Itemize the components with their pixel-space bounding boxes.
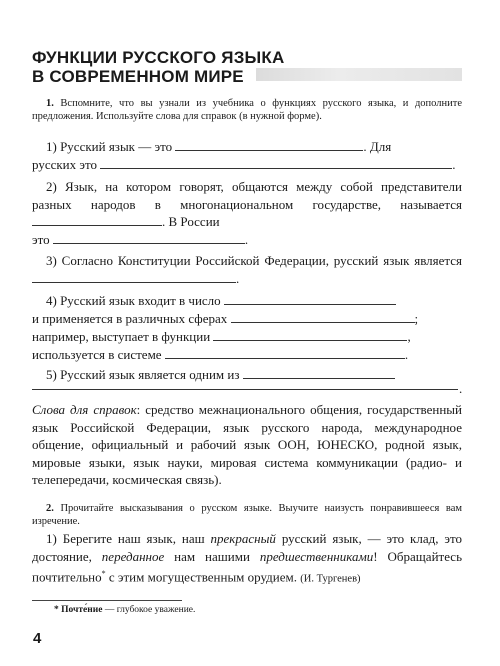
page-title-line-2: В СОВРЕМЕННОМ МИРЕ — [32, 67, 244, 86]
words-for-reference — [32, 401, 462, 489]
quote-author: (И. Тургенев) — [300, 573, 361, 585]
item-1-text: 1) Русский язык — это — [46, 139, 173, 154]
quote-part: с этим могущественным орудием. — [105, 569, 297, 585]
answer-blank[interactable] — [224, 293, 396, 305]
quote-emphasis: прекрасный — [210, 531, 276, 546]
item-4-line-2: и применяется в различных сферах ; — [32, 311, 419, 326]
answer-blank[interactable] — [213, 329, 407, 341]
item-1-line-1 — [32, 138, 462, 156]
item-1-text-b: . Для — [363, 139, 392, 154]
item-2-text-b: . В России — [162, 214, 220, 229]
quote-emphasis: переданное — [101, 548, 165, 564]
item-3-paragraph: 3) Согласно Конституции Российской Федерации, русский язык является . — [32, 252, 462, 287]
exercise-1-number: 1. — [46, 98, 54, 109]
answer-blank[interactable] — [231, 311, 415, 323]
item-2-text: 2) Язык, на котором говорят, общаются между собой представители разных народов в многонациональном государстве, называется — [32, 179, 462, 212]
item-1-text-c: русских это — [32, 157, 97, 172]
footnote-rule — [32, 600, 182, 601]
page-title-line-1: ФУНКЦИИ РУССКОГО ЯЗЫКА — [32, 48, 285, 67]
title-decor-bar — [256, 68, 462, 81]
exercise-2-number: 2. — [46, 503, 54, 514]
answer-blank[interactable] — [243, 367, 395, 379]
item-1-line-2: русских это . — [32, 157, 456, 172]
item-4-text-b: и применяется в различных сферах — [32, 311, 228, 326]
exercise-2-instruction — [32, 502, 462, 528]
answer-blank[interactable] — [175, 139, 363, 151]
quote-part: русский язык, — это клад, это достояние, — [32, 531, 462, 564]
quote-part: ! Обращайтесь почтительно — [32, 548, 462, 585]
item-3-text: 3) Согласно Конституции Российской Федерации, русский язык является — [46, 253, 462, 268]
answer-blank[interactable] — [32, 214, 162, 226]
answer-blank[interactable] — [53, 232, 245, 244]
words-label: Слова для справок — [32, 402, 137, 417]
item-4-text-c: например, выступает в функции — [32, 329, 211, 344]
quote-emphasis: предшественниками — [259, 548, 374, 564]
item-5-line-1 — [32, 366, 462, 384]
item-4-line-4: используется в системе . — [32, 347, 409, 362]
page-number: 4 — [33, 630, 42, 647]
exercise-1-instruction-text: Вспомните, что вы узнали из учебника о функциях русского языка, и дополните предложения. Используйте слова для справок (в нужной форме). — [32, 98, 462, 122]
quote-part: нам нашими — [164, 548, 260, 564]
item-4-text-d: используется в системе — [32, 347, 162, 362]
footnote — [54, 605, 195, 615]
item-5-blank-line[interactable] — [32, 389, 458, 390]
item-2-text-c: это — [32, 232, 50, 247]
item-2-line-last: это . — [32, 232, 249, 247]
quote-part: 1) Берегите наш язык, наш — [46, 531, 211, 546]
footnote-text: — глубокое уважение. — [102, 605, 196, 615]
quote-turgenev — [32, 530, 462, 586]
answer-blank[interactable] — [165, 347, 405, 359]
item-4-text-a: 4) Русский язык входит в число — [46, 293, 221, 308]
item-4-line-1 — [32, 292, 462, 310]
item-5-text: 5) Русский язык является одним из — [46, 367, 240, 382]
answer-blank[interactable] — [100, 157, 452, 169]
item-4-line-3: например, выступает в функции , — [32, 329, 411, 344]
answer-blank[interactable] — [32, 271, 236, 283]
exercise-2-instruction-text: Прочитайте высказывания о русском языке. Выучите наизусть понравившееся вам изречение. — [32, 503, 463, 527]
item-2-paragraph — [32, 178, 462, 231]
footnote-term: * Почте́ние — [54, 605, 103, 615]
exercise-1-instruction — [32, 97, 462, 123]
footnote-marker: * — [101, 569, 106, 578]
words-list: : средство межнационального общения, государственный язык Российской Федерации, язык русского народа, международное общение, официальный и рабочий язык ООН, ЮНЕСКО, родной язык, мировые языки, язык науки, мировая система коммуникации (радио- и телепередачи, космическая связь). — [32, 402, 462, 487]
